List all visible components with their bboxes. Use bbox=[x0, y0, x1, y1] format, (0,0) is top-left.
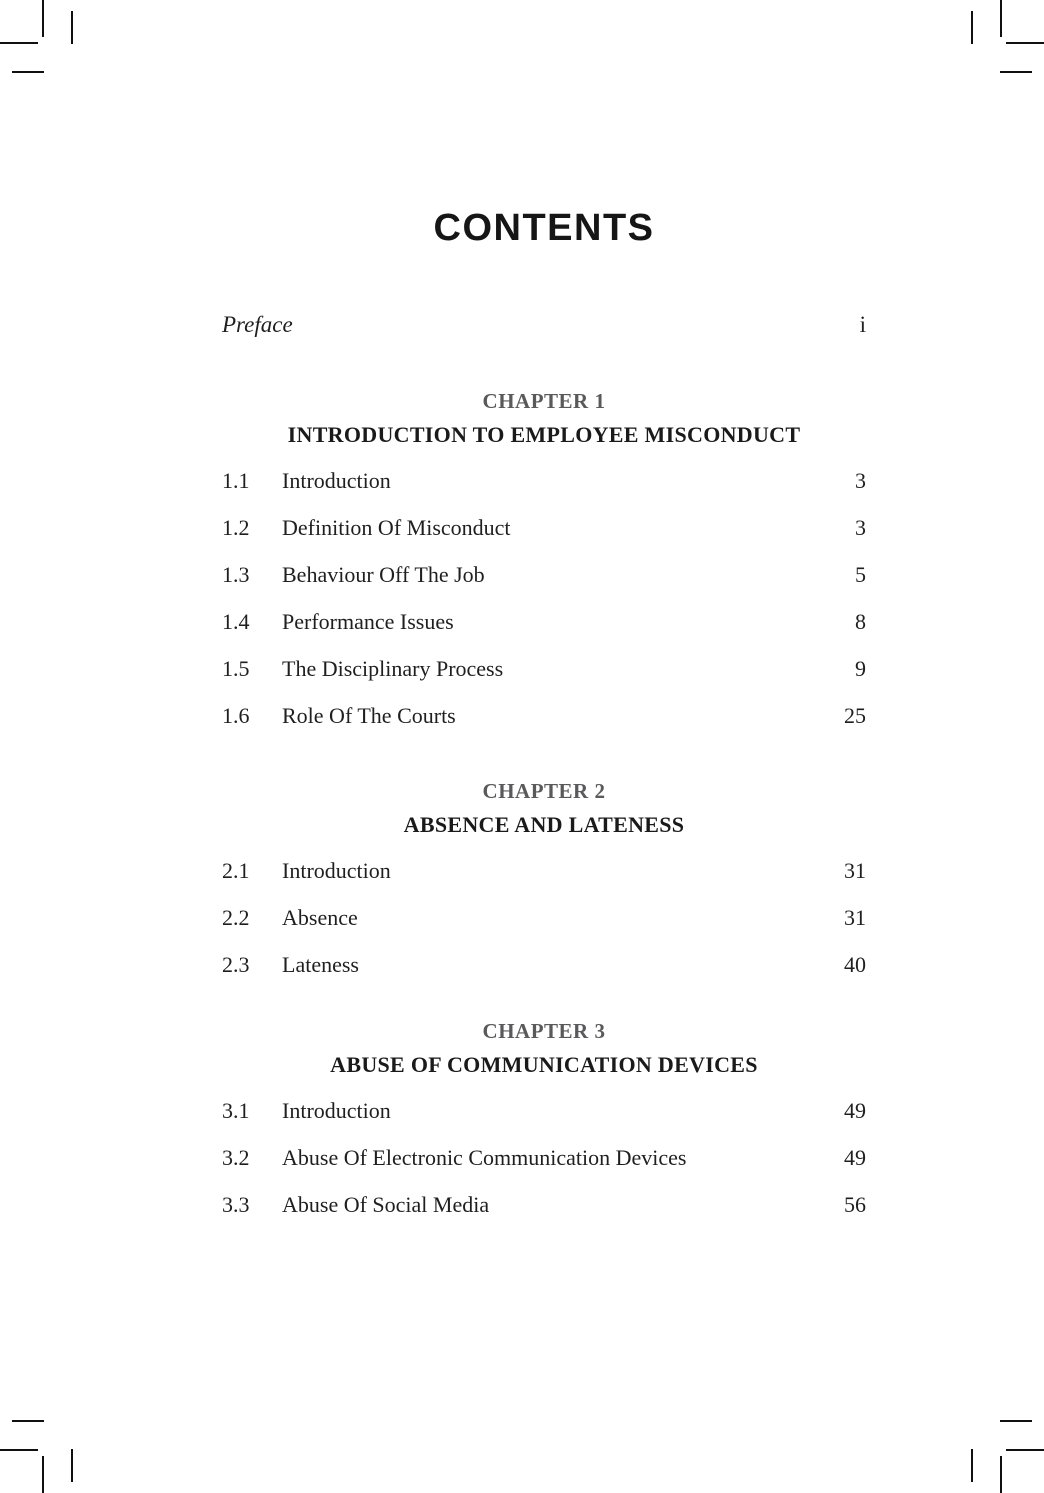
toc-entry bbox=[222, 645, 866, 692]
toc-entry bbox=[222, 692, 866, 739]
crop-mark bbox=[71, 11, 73, 44]
section-number: 2.1 bbox=[222, 857, 250, 883]
section-number: 1.3 bbox=[222, 561, 250, 587]
section-number: 3.1 bbox=[222, 1097, 250, 1123]
crop-mark bbox=[1006, 42, 1044, 44]
section-title: Abuse Of Electronic Communication Devices bbox=[282, 1144, 687, 1170]
section-number: 1.2 bbox=[222, 514, 250, 540]
crop-mark bbox=[1000, 0, 1002, 37]
crop-mark bbox=[1006, 1449, 1044, 1451]
toc-entry bbox=[222, 847, 866, 894]
page-number: 49 bbox=[844, 1097, 866, 1123]
preface-label: Preface bbox=[222, 312, 293, 337]
toc-entry bbox=[222, 504, 866, 551]
page-number: 31 bbox=[844, 904, 866, 930]
page-number: 31 bbox=[844, 857, 866, 883]
crop-mark bbox=[71, 1449, 73, 1482]
toc-entry bbox=[222, 1087, 866, 1134]
section-title: Role Of The Courts bbox=[282, 702, 456, 728]
chapter-label: CHAPTER 2 bbox=[482, 779, 606, 803]
page-number: 5 bbox=[855, 561, 866, 587]
page-number: i bbox=[859, 312, 866, 337]
page-title: CONTENTS bbox=[433, 207, 655, 249]
crop-mark bbox=[0, 42, 38, 44]
chapter-1-entries bbox=[222, 457, 866, 739]
crop-mark bbox=[971, 11, 973, 44]
section-number: 2.2 bbox=[222, 904, 250, 930]
section-title: Performance Issues bbox=[282, 608, 454, 634]
section-title: Introduction bbox=[282, 857, 391, 883]
crop-mark bbox=[42, 1456, 44, 1493]
section-title: Abuse Of Social Media bbox=[282, 1191, 490, 1217]
section-title: The Disciplinary Process bbox=[282, 655, 504, 681]
chapter-3-section bbox=[222, 1018, 866, 1228]
toc-entry bbox=[222, 457, 866, 504]
crop-mark bbox=[42, 0, 44, 37]
section-number: 3.3 bbox=[222, 1191, 250, 1217]
chapter-2-entries bbox=[222, 847, 866, 988]
chapter-title: ABUSE OF COMMUNICATION DEVICES bbox=[330, 1052, 758, 1077]
chapter-title: INTRODUCTION TO EMPLOYEE MISCONDUCT bbox=[287, 422, 801, 447]
toc-entry bbox=[222, 1134, 866, 1181]
page-number: 3 bbox=[855, 467, 866, 493]
page-number: 40 bbox=[844, 951, 866, 977]
section-title: Absence bbox=[282, 904, 358, 930]
toc-entry bbox=[222, 894, 866, 941]
section-title: Introduction bbox=[282, 1097, 391, 1123]
toc-entry bbox=[222, 1181, 866, 1228]
crop-mark bbox=[1000, 1420, 1032, 1422]
page-number: 3 bbox=[855, 514, 866, 540]
crop-mark bbox=[971, 1449, 973, 1482]
chapter-1-section bbox=[222, 388, 866, 739]
chapter-3-entries bbox=[222, 1087, 866, 1228]
section-title: Introduction bbox=[282, 467, 391, 493]
toc-entry bbox=[222, 941, 866, 988]
crop-mark bbox=[1000, 1456, 1002, 1493]
page-number: 8 bbox=[855, 608, 866, 634]
section-number: 2.3 bbox=[222, 951, 250, 977]
section-number: 1.5 bbox=[222, 655, 250, 681]
crop-mark bbox=[0, 1449, 38, 1451]
toc-entry bbox=[222, 598, 866, 645]
crop-mark bbox=[1000, 71, 1032, 73]
chapter-label: CHAPTER 3 bbox=[482, 1019, 606, 1043]
section-number: 1.1 bbox=[222, 467, 250, 493]
section-number: 1.6 bbox=[222, 702, 250, 728]
crop-mark bbox=[12, 1420, 44, 1422]
section-title: Lateness bbox=[282, 951, 359, 977]
page-number: 25 bbox=[844, 702, 866, 728]
section-number: 1.4 bbox=[222, 608, 250, 634]
page-number: 56 bbox=[844, 1191, 866, 1217]
chapter-label: CHAPTER 1 bbox=[482, 389, 606, 413]
toc-entry-preface bbox=[222, 310, 866, 340]
section-number: 3.2 bbox=[222, 1144, 250, 1170]
toc-content bbox=[222, 0, 866, 1493]
page-number: 9 bbox=[855, 655, 866, 681]
toc-entry bbox=[222, 551, 866, 598]
chapter-2-section bbox=[222, 778, 866, 988]
section-title: Behaviour Off The Job bbox=[282, 561, 485, 587]
chapter-title: ABSENCE AND LATENESS bbox=[403, 812, 685, 837]
crop-mark bbox=[12, 71, 44, 73]
page-number: 49 bbox=[844, 1144, 866, 1170]
section-title: Definition Of Misconduct bbox=[282, 514, 511, 540]
